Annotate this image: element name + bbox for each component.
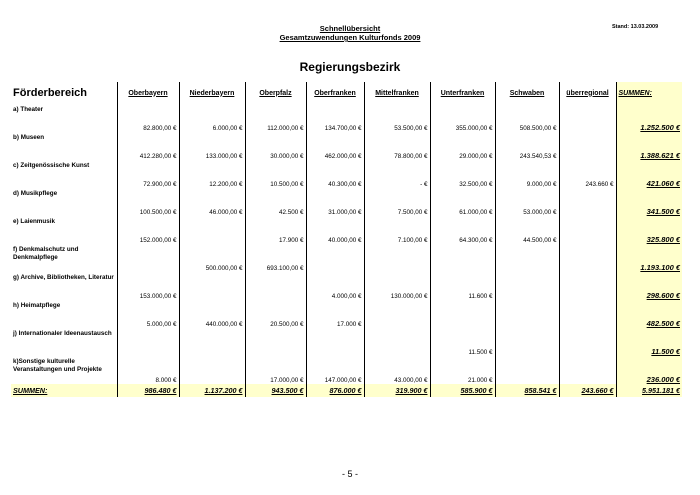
table-cell bbox=[179, 328, 245, 356]
table-cell: 17.900 € bbox=[245, 216, 306, 244]
table-cell bbox=[559, 300, 616, 328]
table-cell: 43.000,00 € bbox=[364, 356, 430, 384]
totals-row bbox=[11, 384, 682, 397]
column-header: Oberfranken bbox=[306, 82, 364, 104]
table-row bbox=[11, 244, 682, 272]
document-title: Schnellübersicht bbox=[319, 24, 381, 33]
row-sum: 482.500 € bbox=[616, 300, 682, 328]
table-cell: 46.000,00 € bbox=[179, 188, 245, 216]
table-cell: 8.000 € bbox=[117, 356, 179, 384]
table-cell: 42.500 € bbox=[245, 188, 306, 216]
region-heading: Regierungsbezirk bbox=[299, 60, 401, 74]
table-cell: 64.300,00 € bbox=[430, 216, 495, 244]
table-cell: 78.800,00 € bbox=[364, 132, 430, 160]
table-cell: 152.000,00 € bbox=[117, 216, 179, 244]
row-sum: 325.800 € bbox=[616, 216, 682, 244]
table-cell: 243.660 € bbox=[559, 160, 616, 188]
table-row bbox=[11, 272, 682, 300]
table-cell: 153.000,00 € bbox=[117, 272, 179, 300]
table-cell: 9.000,00 € bbox=[495, 160, 559, 188]
table-cell: 61.000,00 € bbox=[430, 188, 495, 216]
table-cell: 7.500,00 € bbox=[364, 188, 430, 216]
row-label: d) Musikpflege bbox=[13, 190, 58, 197]
row-label: c) Zeitgenössische Kunst bbox=[13, 162, 90, 169]
table-cell: 82.800,00 € bbox=[117, 104, 179, 132]
table-cell: 4.000,00 € bbox=[306, 272, 364, 300]
table-cell bbox=[245, 328, 306, 356]
table-cell bbox=[559, 188, 616, 216]
table-cell: 147.000,00 € bbox=[306, 356, 364, 384]
table-cell bbox=[559, 272, 616, 300]
table-cell: 21.000 € bbox=[430, 356, 495, 384]
row-sum: 1.193.100 € bbox=[616, 244, 682, 272]
table-cell: 112.000,00 € bbox=[245, 104, 306, 132]
table-cell: 72.900,00 € bbox=[117, 160, 179, 188]
table-cell: 134.700,00 € bbox=[306, 104, 364, 132]
column-header: überregional bbox=[559, 82, 616, 104]
table-cell bbox=[559, 104, 616, 132]
table-cell bbox=[430, 244, 495, 272]
table-cell: 53.000,00 € bbox=[495, 188, 559, 216]
total-cell: 986.480 € bbox=[117, 384, 179, 397]
column-header: Unterfranken bbox=[430, 82, 495, 104]
table-cell bbox=[117, 244, 179, 272]
table-cell bbox=[117, 328, 179, 356]
table-cell bbox=[179, 356, 245, 384]
total-cell: 858.541 € bbox=[495, 384, 559, 397]
table-cell bbox=[559, 356, 616, 384]
table-cell: 40.000,00 € bbox=[306, 216, 364, 244]
row-label: a) Theater bbox=[13, 106, 44, 113]
total-cell: 1.137.200 € bbox=[179, 384, 245, 397]
column-header: Niederbayern bbox=[179, 82, 245, 104]
table-cell bbox=[430, 300, 495, 328]
row-sum: 236.000 € bbox=[616, 356, 682, 384]
table-row bbox=[11, 104, 682, 132]
table-cell: 12.200,00 € bbox=[179, 160, 245, 188]
table-cell: 500.000,00 € bbox=[179, 244, 245, 272]
table-row bbox=[11, 216, 682, 244]
table-cell: 10.500,00 € bbox=[245, 160, 306, 188]
table-cell bbox=[559, 244, 616, 272]
table-cell: 11.600 € bbox=[430, 272, 495, 300]
table-cell: 693.100,00 € bbox=[245, 244, 306, 272]
table-cell bbox=[364, 328, 430, 356]
table-cell: 6.000,00 € bbox=[179, 104, 245, 132]
row-sum: 1.252.500 € bbox=[616, 104, 682, 132]
table-cell bbox=[364, 300, 430, 328]
grand-total: 5.951.181 € bbox=[616, 384, 682, 397]
table-row bbox=[11, 188, 682, 216]
total-cell: 876.000 € bbox=[306, 384, 364, 397]
total-cell: 585.900 € bbox=[430, 384, 495, 397]
table-cell bbox=[306, 244, 364, 272]
total-cell: 319.900 € bbox=[364, 384, 430, 397]
page-number: - 5 - bbox=[341, 469, 358, 479]
table-cell: 32.500,00 € bbox=[430, 160, 495, 188]
total-cell: 943.500 € bbox=[245, 384, 306, 397]
table-cell bbox=[179, 272, 245, 300]
table-cell: 462.000,00 € bbox=[306, 132, 364, 160]
table-cell: 5.000,00 € bbox=[117, 300, 179, 328]
row-sum: 341.500 € bbox=[616, 188, 682, 216]
table-cell bbox=[179, 216, 245, 244]
table-cell: 44.500,00 € bbox=[495, 216, 559, 244]
table-cell: 53.500,00 € bbox=[364, 104, 430, 132]
table-cell: 31.000,00 € bbox=[306, 188, 364, 216]
row-label: e) Laienmusik bbox=[13, 218, 55, 225]
table-cell bbox=[559, 328, 616, 356]
table-cell: 17.000 € bbox=[306, 300, 364, 328]
column-header-foerderbereich: Förderbereich bbox=[13, 87, 87, 99]
table-cell: 17.000,00 € bbox=[245, 356, 306, 384]
table-row bbox=[11, 160, 682, 188]
table-cell bbox=[559, 132, 616, 160]
table-cell: 11.500 € bbox=[430, 328, 495, 356]
column-header: Oberpfalz bbox=[245, 82, 306, 104]
row-label: k)Sonstige kulturelle Veranstaltungen und Projekte bbox=[13, 358, 102, 373]
table-cell: 508.500,00 € bbox=[495, 104, 559, 132]
table-cell: 29.000,00 € bbox=[430, 132, 495, 160]
table-cell bbox=[364, 244, 430, 272]
header-row bbox=[11, 82, 682, 104]
table-cell: 20.500,00 € bbox=[245, 300, 306, 328]
table-row bbox=[11, 356, 682, 384]
row-label: f) Denkmalschutz und Denkmalpflege bbox=[13, 246, 79, 261]
table-cell: 440.000,00 € bbox=[179, 300, 245, 328]
row-label: j) Internationaler Ideenaustausch bbox=[13, 330, 112, 337]
table-cell bbox=[495, 272, 559, 300]
table-cell: 133.000,00 € bbox=[179, 132, 245, 160]
table-cell: 100.500,00 € bbox=[117, 188, 179, 216]
column-header: Schwaben bbox=[495, 82, 559, 104]
table-row bbox=[11, 132, 682, 160]
row-sum: 1.388.621 € bbox=[616, 132, 682, 160]
row-label: h) Heimatpflege bbox=[13, 302, 61, 309]
funding-table bbox=[11, 82, 682, 397]
table-row bbox=[11, 300, 682, 328]
table-cell: 130.000,00 € bbox=[364, 272, 430, 300]
table-cell bbox=[559, 216, 616, 244]
table-cell bbox=[306, 328, 364, 356]
document-subtitle: Gesamtzuwendungen Kulturfonds 2009 bbox=[279, 33, 421, 42]
table-cell bbox=[495, 300, 559, 328]
column-header: Oberbayern bbox=[117, 82, 179, 104]
table-cell: 412.280,00 € bbox=[117, 132, 179, 160]
table-cell: 243.540,53 € bbox=[495, 132, 559, 160]
table-cell: 40.300,00 € bbox=[306, 160, 364, 188]
totals-label: SUMMEN: bbox=[11, 384, 117, 397]
column-header-summen: SUMMEN: bbox=[616, 82, 682, 104]
total-cell: 243.660 € bbox=[559, 384, 616, 397]
table-cell bbox=[495, 244, 559, 272]
table-cell bbox=[495, 328, 559, 356]
table-cell bbox=[495, 356, 559, 384]
table-cell: 30.000,00 € bbox=[245, 132, 306, 160]
table-cell: 355.000,00 € bbox=[430, 104, 495, 132]
row-sum: 421.060 € bbox=[616, 160, 682, 188]
row-sum: 11.500 € bbox=[616, 328, 682, 356]
row-label: b) Museen bbox=[13, 134, 45, 141]
stand-date: Stand: 13.03.2009 bbox=[612, 24, 659, 30]
column-header: Mittelfranken bbox=[364, 82, 430, 104]
row-sum: 298.600 € bbox=[616, 272, 682, 300]
table-row bbox=[11, 328, 682, 356]
table-cell bbox=[245, 272, 306, 300]
table-cell: 7.100,00 € bbox=[364, 216, 430, 244]
table-cell: - € bbox=[364, 160, 430, 188]
row-label: g) Archive, Bibliotheken, Literatur bbox=[13, 274, 114, 281]
